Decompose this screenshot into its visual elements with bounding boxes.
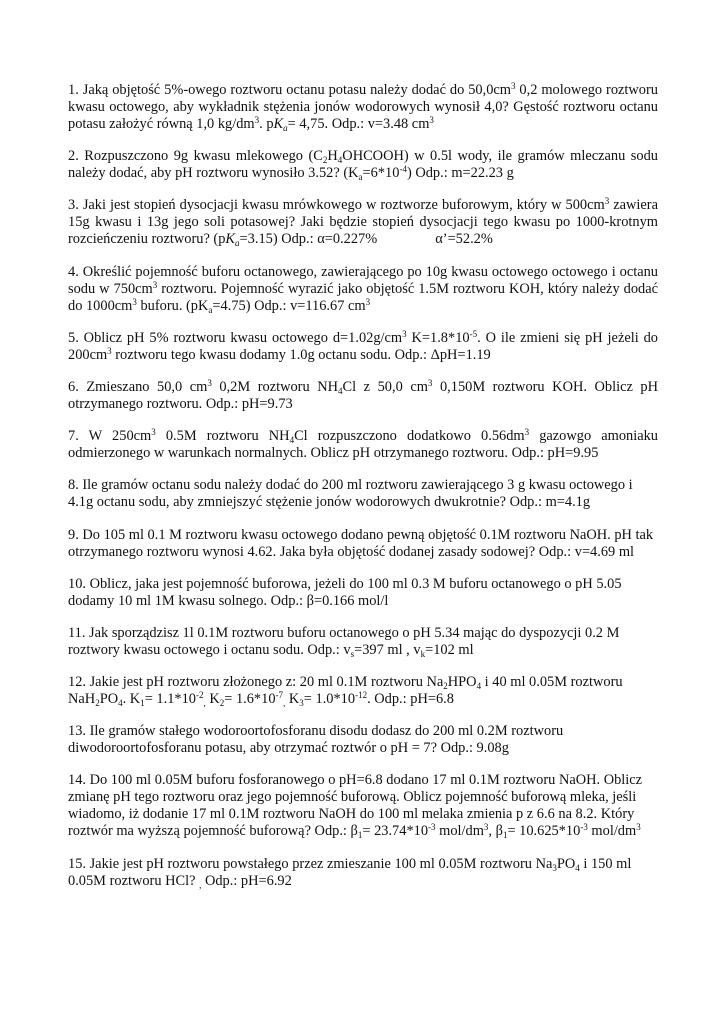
- problem-2: 2. Rozpuszczono 9g kwasu mlekowego $(C_2H_4OHCOOH)$ w 0.5l wody, ile gramów mleczanu sodu należy dodać, aby pH roztworu wynosiło 3.52? $(K_a=6*10^{-4})$ Odp.: m=22.23 g: [68, 148, 658, 183]
- problem-3: 3. Jaki jest stopień dysocjacji kwasu mrówkowego w roztworze buforowym, który w $500cm^3$ zawiera 15g kwasu i 13g jego soli potasowej? Jaki będzie stopień dysocjacji tego kwasu po 1000-krotnym rozcieńczeniu roztworu? $(pK_a=3.15)$ Odp.: α=0.227% α’=52.2%: [68, 196, 658, 249]
- problem-6: 6. Zmieszano 50,0 $cm^3$ 0,2M roztworu $NH_4Cl$ z 50,0 $cm^3$ 0,150M roztworu KOH. Oblicz pH otrzymanego roztworu. Odp.: pH=9.73: [68, 377, 658, 412]
- problem-13: 13. Ile gramów stałego wodoroortofosforanu disodu dodasz do 200 ml 0.2M roztworu diwodoroortofosforanu potasu, aby otrzymać roztwór o pH = 7? Odp.: 9.08g: [68, 723, 564, 757]
- problem-4: 4. Określić pojemność buforu octanowego, zawierającego po 10g kwasu octowego octowego i octanu sodu w $750cm^3$ roztworu. Pojemność wyrazić jako objętość 1.5M roztworu KOH, który należy dodać do $1000cm^3$ buforu. $(pK_a=4.75)$ Odp.: v=116.67 $cm^3$: [68, 263, 658, 315]
- problem-1: 1. Jaką objętość 5%-owego roztworu octanu potasu należy dodać do $50,0cm^3$ 0,2 molowego roztworu kwasu octowego, aby wykładnik stężenia jonów wodorowych wynosił 4,0? Gęstość roztworu octanu potasu założyć równą 1,0 $kg/dm^3$. $pK_a= 4,75$. Odp.: v=3.48 $cm^3$: [68, 81, 658, 133]
- problem-10: 10. Oblicz, jaka jest pojemność buforowa, jeżeli do 100 ml 0.3 M buforu octanowego o pH 5.05 dodamy 10 ml 1M kwasu solnego. Odp.: β=0.166 mol/l: [68, 575, 622, 609]
- problem-7: 7. W $250cm^3$ 0.5M roztworu $NH_4Cl$ rozpuszczono dodatkowo $0.56dm^3$ gazowgo amoniaku odmierzonego w warunkach normalnych. Oblicz pH otrzymanego roztworu. Odp.: pH=9.95: [68, 427, 659, 462]
- problem-14: 14. Do 100 ml 0.05M buforu fosforanowego o pH=6.8 dodano 17 ml 0.1M roztworu NaOH. Oblicz zmianę pH tego roztworu oraz jego pojemność buforową. Oblicz pojemność buforową mleka, jeśli wiadomo, iż dodanie 17 ml 0.1M roztworu NaOH do 100 ml melaka zmienia p z 6.6 na 8.2. Który roztwór ma wyższą pojemność buforową? Odp.: $\beta_1= 23.74*10^{-3}$ mol/$dm^3$, $\beta_1= 10.625*10^{-3}$ mol/$dm^3$: [68, 772, 643, 841]
- problem-11: 11. Jak sporządzisz 1l 0.1M roztworu buforu octanowego o pH 5.34 mając do dyspozycji 0.2 M roztwory kwasu octowego i octanu sodu. Odp.: $v_s=397$ ml , $v_k=102$ ml: [68, 624, 620, 659]
- problem-5: 5. Oblicz pH 5% roztworu kwasu octowego $d=1.02g/cm^3$ $K=1.8*10^{-5}$. O ile zmieni się pH jeżeli do $200cm^3$ roztworu tego kwasu dodamy 1.0g octanu sodu. Odp.: ΔpH=1.19: [68, 328, 658, 363]
- problem-8: 8. Ile gramów octanu sodu należy dodać do 200 ml roztworu zawierającego 3 g kwasu octowego i 4.1g octanu sodu, aby zmniejszyć stężenie jonów wodorowych dwukrotnie? Odp.: m=4.1g: [68, 477, 633, 511]
- problem-9: 9. Do 105 ml 0.1 M roztworu kwasu octowego dodano pewną objętość 0.1M roztworu NaOH. pH tak otrzymanego roztworu wynosi 4.62. Jaka była objętość dodanej zasady sodowej? Odp.: v=4.69 ml: [68, 526, 654, 560]
- problem-12: 12. Jakie jest pH roztworu złożonego z: 20 ml 0.1M roztworu $Na_2HPO_4$ i 40 ml 0.05M roztworu $NaH_2PO_4$. $K_1= 1.1*10^{-2}_,$ $K_2= 1.6*10^{-7}_,$ $K_3= 1.0*10^{-12}$. Odp.: pH=6.8: [68, 674, 623, 709]
- problem-sheet: [68, 82, 658, 905]
- problem-15: 15. Jakie jest pH roztworu powstałego przez zmieszanie 100 ml 0.05M roztworu $Na_3PO_4$ i 150 ml 0.05M roztworu HCl? $_,$ Odp.: pH=6.92: [68, 855, 632, 890]
